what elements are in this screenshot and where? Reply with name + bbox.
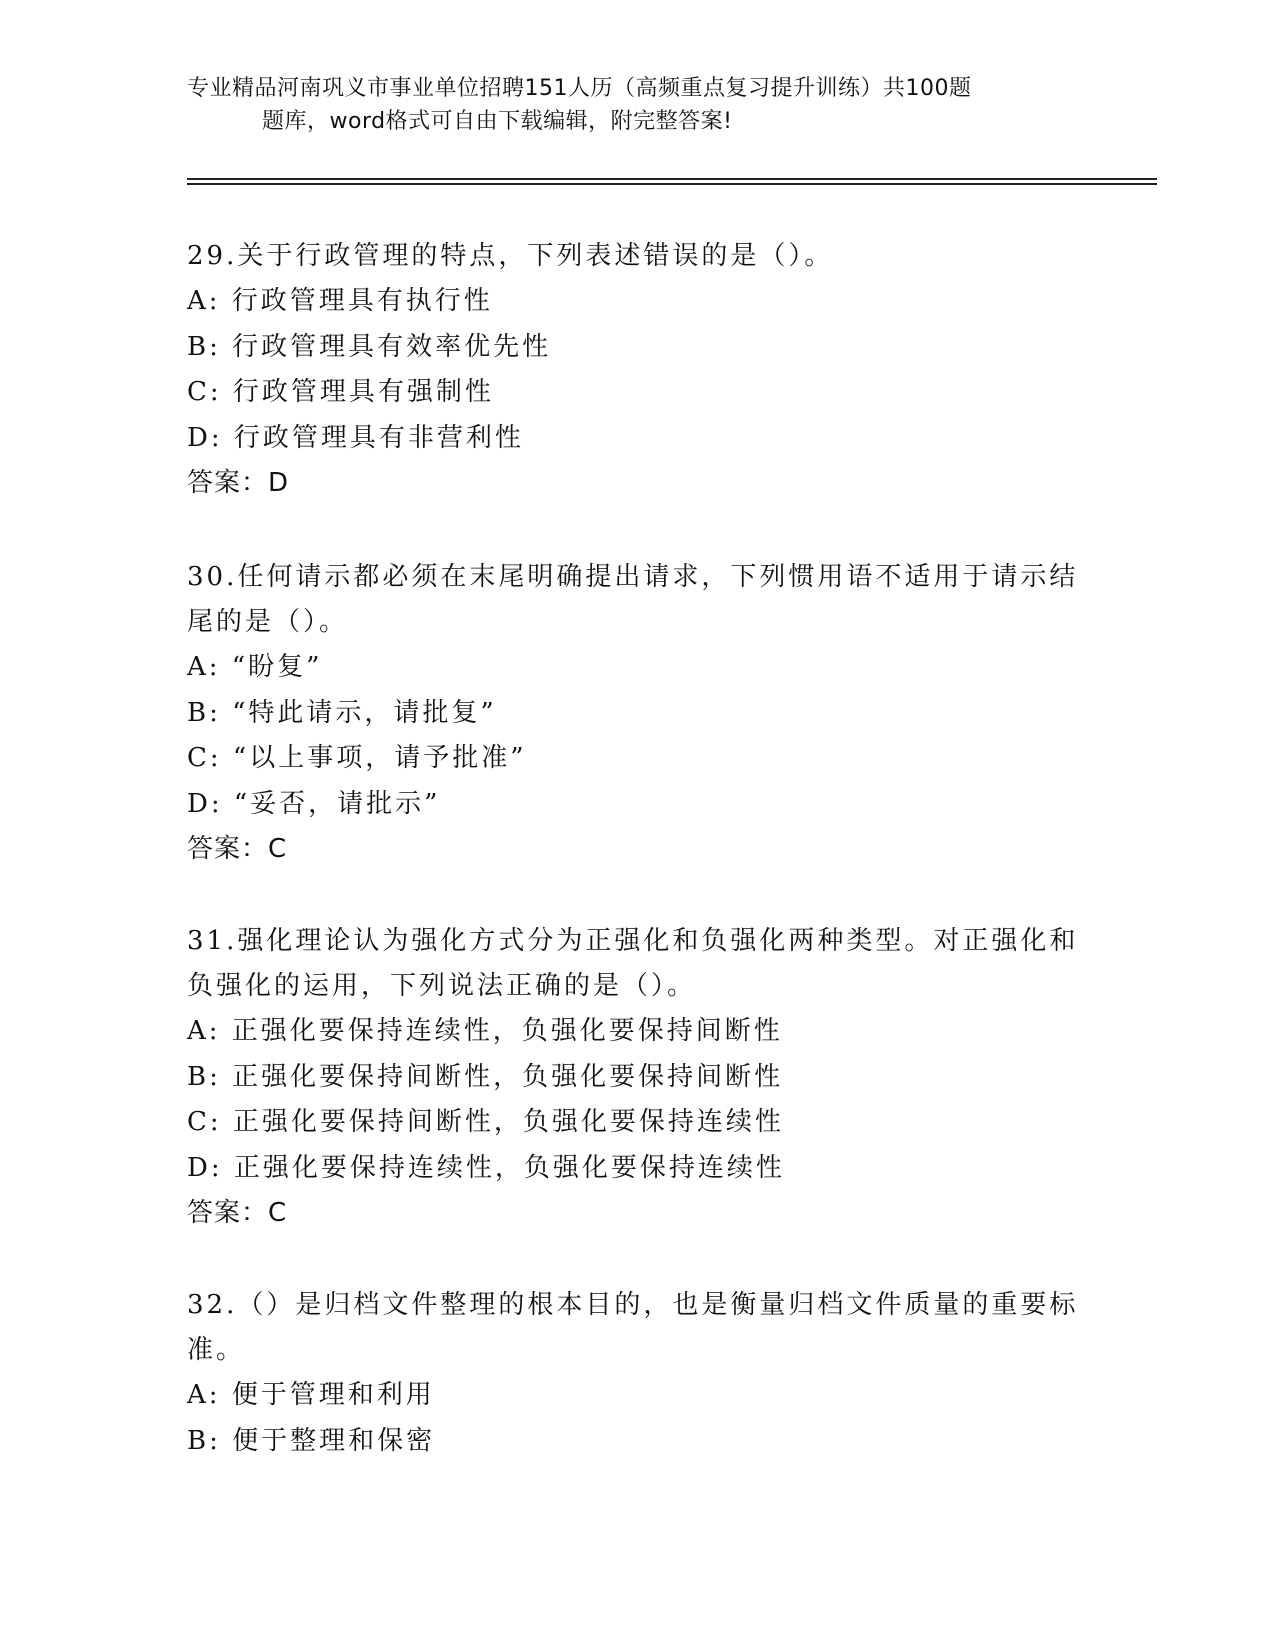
option-d: D: 行政管理具有非营利性 xyxy=(187,422,524,453)
answer-line: 答案：C xyxy=(187,1198,288,1228)
header-divider-bottom xyxy=(187,183,1157,185)
question-30 xyxy=(187,555,1087,872)
question-stem: 32.（）是归档文件整理的根本目的，也是衡量归档文件质量的重要标准。 xyxy=(187,1290,1079,1365)
option-b: B: 便于整理和保密 xyxy=(187,1425,436,1456)
option-c: C: 行政管理具有强制性 xyxy=(187,377,494,407)
question-32 xyxy=(187,1283,1087,1464)
header-title-line-1: 专业精品河南巩义市事业单位招聘151人历（高频重点复习提升训练）共100题 xyxy=(187,76,972,101)
option-c: C: 正强化要保持间断性，负强化要保持连续性 xyxy=(187,1107,784,1137)
answer-line: 答案：C xyxy=(187,834,288,864)
answer-line: 答案：D xyxy=(187,468,290,498)
document-header xyxy=(187,72,1067,138)
question-stem: 30.任何请示都必须在末尾明确提出请求，下列惯用语不适用于请示结尾的是（）。 xyxy=(187,562,1079,637)
option-b: B: 行政管理具有效率优先性 xyxy=(187,331,552,362)
question-31 xyxy=(187,919,1087,1236)
option-a: A: “盼复” xyxy=(187,652,323,682)
option-b: B: 正强化要保持间断性，负强化要保持间断性 xyxy=(187,1061,784,1092)
option-a: A: 正强化要保持连续性，负强化要保持间断性 xyxy=(187,1016,783,1046)
header-title-line-2: 题库，word格式可自由下载编辑，附完整答案! xyxy=(262,109,733,134)
option-c: C: “以上事项，请予批准” xyxy=(187,743,527,773)
option-b: B: “特此请示，请批复” xyxy=(187,697,497,728)
option-d: D: “妥否，请批示” xyxy=(187,788,441,819)
question-stem: 29.关于行政管理的特点，下列表述错误的是（）。 xyxy=(187,241,834,271)
option-a: A: 便于管理和利用 xyxy=(187,1380,435,1410)
option-a: A: 行政管理具有执行性 xyxy=(187,286,493,316)
option-d: D: 正强化要保持连续性，负强化要保持连续性 xyxy=(187,1152,785,1183)
question-stem: 31.强化理论认为强化方式分为正强化和负强化两种类型。对正强化和负强化的运用，下列说法正确的是（）。 xyxy=(187,926,1079,1001)
header-divider-top xyxy=(187,178,1157,180)
question-29 xyxy=(187,234,1087,506)
